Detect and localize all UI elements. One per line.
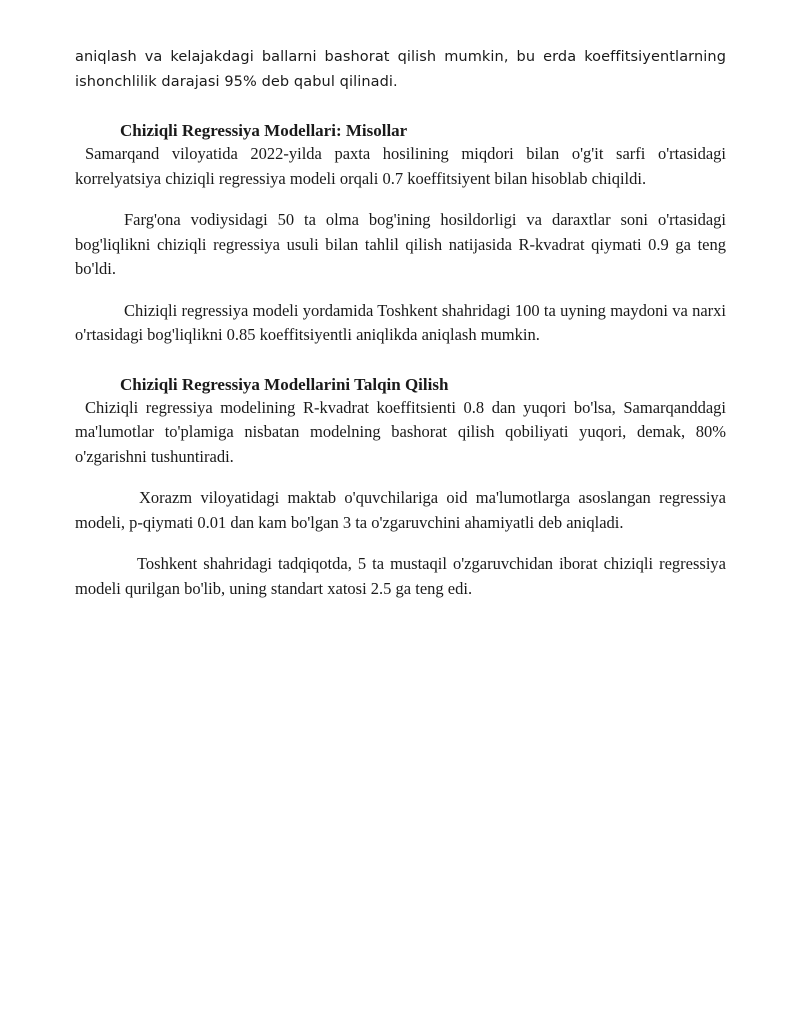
document-page: [75, 45, 726, 601]
section-heading-examples: Chiziqli Regressiya Modellari: Misollar: [120, 121, 408, 140]
paragraph-samarqand-cotton: Samarqand viloyatida 2022-yilda paxta hosilining miqdori bilan o'g'it sarfi o'rtasidagi korrelyatsiya chiziqli regressiya modeli orqali 0.7 koeffitsiyent bilan hisoblab chiqildi.: [75, 144, 726, 188]
paragraph-fergana-apple: Farg'ona vodiysidagi 50 ta olma bog'ining hosildorligi va daraxtlar soni o'rtasidagi bog'liqlikni chiziqli regressiya usuli bilan tahlil qilish natijasida R-kvadrat qiymati 0.9 ga teng bo'ldi.: [75, 210, 726, 278]
intro-paragraph: aniqlash va kelajakdagi ballarni bashorat qilish mumkin, bu erda koeffitsiyentlarning ishonchlilik darajasi 95% deb qabul qilinadi.: [75, 49, 726, 90]
paragraph-tashkent-stderr: Toshkent shahridagi tadqiqotda, 5 ta mustaqil o'zgaruvchidan iborat chiziqli regressiya modeli qurilgan bo'lib, uning standart xatosi 2.5 ga teng edi.: [75, 554, 726, 598]
paragraph-khorezm-pvalue: Xorazm viloyatidagi maktab o'quvchilariga oid ma'lumotlarga asoslangan regressiya modeli, p-qiymati 0.01 dan kam bo'lgan 3 ta o'zgaruvchini ahamiyatli deb aniqladi.: [75, 488, 726, 532]
paragraph-tashkent-houses: Chiziqli regressiya modeli yordamida Toshkent shahridagi 100 ta uyning maydoni va narxi o'rtasidagi bog'liqlikni 0.85 koeffitsiyentli aniqlikda aniqlash mumkin.: [75, 300, 726, 344]
section-heading-interpretation: Chiziqli Regressiya Modellarini Talqin Qilish: [120, 374, 449, 394]
paragraph-r-squared: Chiziqli regressiya modelining R-kvadrat koeffitsienti 0.8 dan yuqori bo'lsa, Samarqanddagi ma'lumotlar to'plamiga nisbatan modelning bashorat qilish qobiliyati yuqori, demak, 80% o'zgarishni tushuntiradi.: [75, 397, 726, 466]
